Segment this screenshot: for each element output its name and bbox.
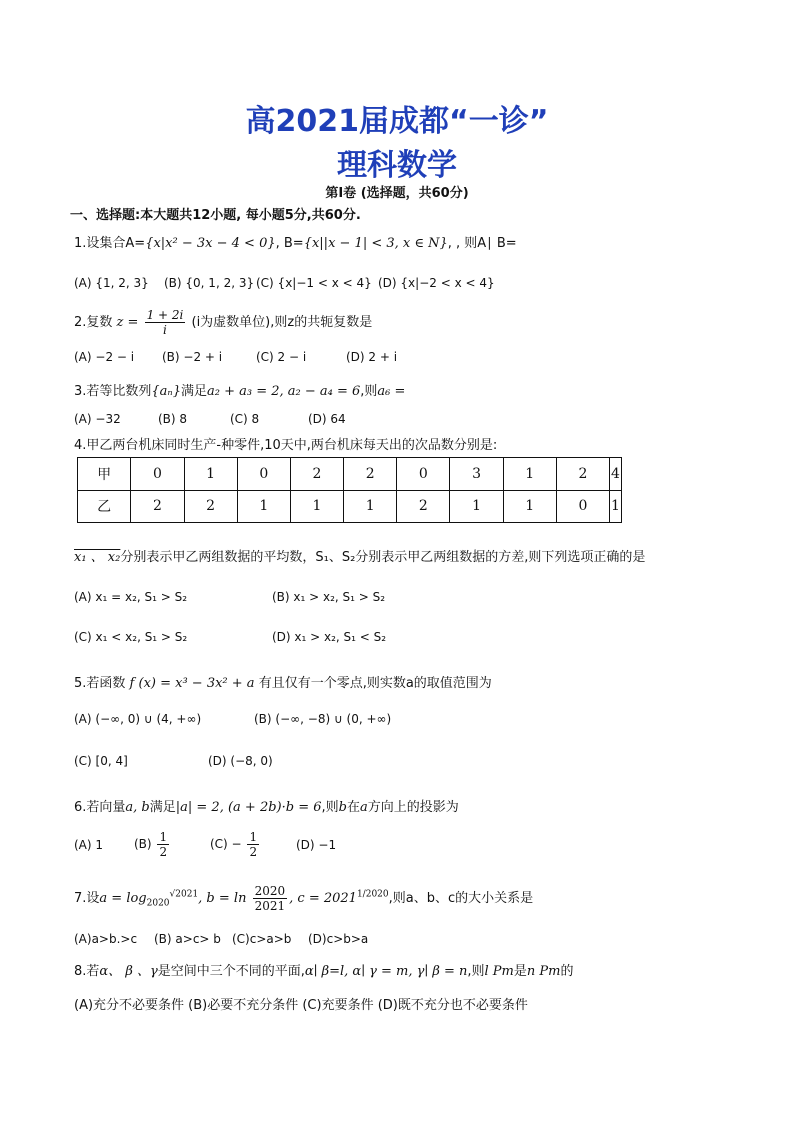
table-cell: 1 bbox=[184, 458, 237, 491]
q3-option-b: (B) 8 bbox=[158, 412, 188, 426]
q6-half bbox=[157, 830, 169, 859]
table-cell: 2 bbox=[131, 490, 184, 523]
q7-a-base: 2020 bbox=[146, 898, 170, 909]
table-cell: 1 bbox=[344, 490, 397, 523]
q5-option-d: (D) (−8, 0) bbox=[208, 754, 273, 768]
q6-stem-d: 在 bbox=[346, 800, 360, 815]
q2-stem-a: 2.复数 bbox=[74, 315, 113, 330]
q6-b: b bbox=[338, 800, 347, 815]
q8-stem-b: 是空间中三个不同的平面, bbox=[157, 964, 305, 979]
q5-option-c: (C) [0, 4] bbox=[74, 754, 128, 768]
q6-option-c-label: (C) − bbox=[210, 837, 242, 851]
q7-option-d: (D)c>b>a bbox=[308, 932, 369, 946]
q6-neg-half-den: 2 bbox=[249, 845, 258, 859]
q2-option-b: (B) −2 + i bbox=[162, 350, 223, 364]
q8-stem-e: 的 bbox=[560, 964, 574, 979]
question-4: 4.甲乙两台机床同时生产-种零件,10天中,两台机床每天出的次品数分别是: bbox=[74, 438, 498, 453]
q8-q: n Pm bbox=[526, 964, 561, 979]
q4-option-a: (A) x₁ = x₂, S₁ > S₂ bbox=[74, 590, 188, 604]
q6-neg-half bbox=[247, 830, 259, 859]
defect-table bbox=[77, 457, 622, 523]
table-cell: 1 bbox=[610, 490, 622, 523]
question-3 bbox=[74, 380, 405, 399]
q2-numerator: 1 + 2i bbox=[146, 308, 184, 322]
q6-a: a bbox=[359, 800, 368, 815]
q5-stem-a: 5.若函数 bbox=[74, 676, 126, 691]
table-cell: 甲 bbox=[78, 458, 131, 491]
table-cell: 2 bbox=[290, 458, 343, 491]
table-row bbox=[78, 458, 622, 491]
question-7 bbox=[74, 884, 533, 913]
q4-desc-text: 分别表示甲乙两组数据的平均数，S₁、S₂分别表示甲乙两组数据的方差,则下列选项正确的是 bbox=[120, 550, 646, 565]
table-cell: 1 bbox=[290, 490, 343, 523]
q6-stem-a: 6.若向量 bbox=[74, 800, 126, 815]
q6-option-d: (D) −1 bbox=[296, 838, 337, 852]
q3-option-a: (A) −32 bbox=[74, 412, 121, 426]
table-cell: 1 bbox=[237, 490, 290, 523]
question-2 bbox=[74, 308, 372, 337]
q6-neg-half-num: 1 bbox=[249, 830, 258, 844]
q8-stem-d: 是 bbox=[513, 964, 527, 979]
q3-option-d: (D) 64 bbox=[308, 412, 346, 426]
q1-option-d: (D) {x|−2 < x < 4} bbox=[378, 276, 495, 290]
q5-func: f (x) = x³ − 3x² + a bbox=[129, 676, 255, 691]
q7-b-fraction bbox=[253, 884, 288, 913]
question-6 bbox=[74, 796, 459, 815]
q1-set-b: {x||x − 1| < 3, x ∈ N} bbox=[303, 236, 448, 251]
q5-stem-b: 有且仅有一个零点,则实数a的取值范围为 bbox=[258, 676, 492, 691]
q7-c-exp: 1/2020 bbox=[356, 889, 389, 900]
table-cell: 1 bbox=[450, 490, 503, 523]
q2-option-d: (D) 2 + i bbox=[346, 350, 398, 364]
q8-p: l Pm bbox=[484, 964, 514, 979]
q7-c-expr: , c = 2021 bbox=[289, 891, 357, 906]
q3-cond: a₂ + a₃ = 2, a₂ − a₄ = 6 bbox=[206, 384, 361, 399]
q2-z: z = bbox=[116, 315, 139, 330]
q8-options: (A)充分不必要条件 (B)必要不充分条件 (C)充要条件 (D)既不充分也不必要条件 bbox=[74, 998, 528, 1013]
exam-title: 高2021届成都“一诊” bbox=[245, 104, 549, 139]
table-cell: 2 bbox=[344, 458, 397, 491]
table-row bbox=[78, 490, 622, 523]
q6-option-b-label: (B) bbox=[134, 837, 152, 851]
table-cell: 乙 bbox=[78, 490, 131, 523]
table-cell: 0 bbox=[237, 458, 290, 491]
q6-stem-b: 满足 bbox=[149, 800, 176, 815]
q2-stem-b: (i为虚数单位),则z的共轭复数是 bbox=[191, 315, 373, 330]
table-cell: 3 bbox=[450, 458, 503, 491]
volume-label: 第Ⅰ卷 (选择题，共60分) bbox=[325, 186, 469, 201]
q4-mean-vars: x₁ 、 x₂ bbox=[74, 550, 121, 565]
q1-option-b: (B) {0, 1, 2, 3} bbox=[164, 276, 255, 290]
q7-c-exp-den: 2020 bbox=[365, 889, 389, 900]
q2-option-a: (A) −2 − i bbox=[74, 350, 135, 364]
table-cell: 0 bbox=[131, 458, 184, 491]
question-1 bbox=[74, 232, 517, 251]
q8-stem-c: ,则 bbox=[467, 964, 485, 979]
q7-stem-b: ,则a、b、c的大小关系是 bbox=[388, 891, 534, 906]
q1-stem-b: , B= bbox=[275, 236, 304, 251]
q7-option-c: (C)c>a>b bbox=[232, 932, 292, 946]
q2-option-c: (C) 2 − i bbox=[256, 350, 307, 364]
q4-description bbox=[74, 546, 645, 565]
q6-stem-e: 方向上的投影为 bbox=[367, 800, 459, 815]
q3-option-c: (C) 8 bbox=[230, 412, 260, 426]
q4-option-c: (C) x₁ < x₂, S₁ > S₂ bbox=[74, 630, 188, 644]
q5-option-a: (A) (−∞, 0) ∪ (4, +∞) bbox=[74, 712, 202, 726]
q3-stem-b: 满足 bbox=[180, 384, 207, 399]
q1-stem-a: 1.设集合A= bbox=[74, 236, 146, 251]
q8-stem-a: 8.若 bbox=[74, 964, 100, 979]
q6-stem-c: ,则 bbox=[321, 800, 339, 815]
q6-vecs: a, b bbox=[125, 800, 150, 815]
q7-b-den: 2021 bbox=[254, 899, 286, 913]
q4-option-b: (B) x₁ > x₂, S₁ > S₂ bbox=[272, 590, 386, 604]
question-5 bbox=[74, 672, 492, 691]
q3-ask: a₆ = bbox=[377, 384, 406, 399]
q8-cond: α∣ β=l, α∣ γ = m, γ∣ β = n bbox=[304, 964, 468, 979]
q1-option-c: (C) {x|−1 < x < 4} bbox=[256, 276, 372, 290]
q6-option-b bbox=[134, 830, 171, 859]
q3-stem-a: 3.若等比数列 bbox=[74, 384, 152, 399]
table-cell: 1 bbox=[503, 490, 556, 523]
table-cell: 4 bbox=[610, 458, 622, 491]
q7-stem-a: 7.设 bbox=[74, 891, 100, 906]
q6-half-den: 2 bbox=[159, 845, 168, 859]
q2-fraction bbox=[145, 308, 186, 337]
q7-option-b: (B) a>c> b bbox=[154, 932, 221, 946]
exam-subject: 理科数学 bbox=[337, 148, 457, 183]
q7-b-num: 2020 bbox=[254, 884, 286, 898]
table-cell: 0 bbox=[556, 490, 609, 523]
q7-c-exp-num: 1 bbox=[356, 889, 363, 900]
table-cell: 2 bbox=[397, 490, 450, 523]
q4-option-d: (D) x₁ > x₂, S₁ < S₂ bbox=[272, 630, 387, 644]
table-cell: 2 bbox=[184, 490, 237, 523]
q8-greek: α、 β 、γ bbox=[99, 964, 158, 979]
q2-denominator: i bbox=[163, 323, 167, 337]
q7-b-expr: , b = ln bbox=[198, 891, 247, 906]
q3-stem-c: ,则 bbox=[360, 384, 378, 399]
q1-option-a: (A) {1, 2, 3} bbox=[74, 276, 149, 290]
q7-a-arg: √2021 bbox=[169, 889, 199, 900]
section-heading: 一、选择题:本大题共12小题, 每小题5分,共60分. bbox=[70, 208, 361, 223]
q7-a-expr: a = log bbox=[99, 891, 147, 906]
table-cell: 0 bbox=[397, 458, 450, 491]
q5-option-b: (B) (−∞, −8) ∪ (0, +∞) bbox=[254, 712, 392, 726]
q6-half-num: 1 bbox=[159, 830, 168, 844]
q6-cond: |a| = 2, (a + 2b)·b = 6 bbox=[175, 800, 322, 815]
q3-seq: {aₙ} bbox=[151, 384, 181, 399]
q6-option-a: (A) 1 bbox=[74, 838, 104, 852]
table-cell: 2 bbox=[556, 458, 609, 491]
q1-set-a: {x|x² − 3x − 4 < 0} bbox=[145, 236, 276, 251]
question-8 bbox=[74, 960, 574, 979]
q6-option-c bbox=[210, 830, 261, 859]
q1-stem-c: , , 则A∣ B= bbox=[447, 236, 517, 251]
table-cell: 1 bbox=[503, 458, 556, 491]
q7-option-a: (A)a>b.>c bbox=[74, 932, 138, 946]
